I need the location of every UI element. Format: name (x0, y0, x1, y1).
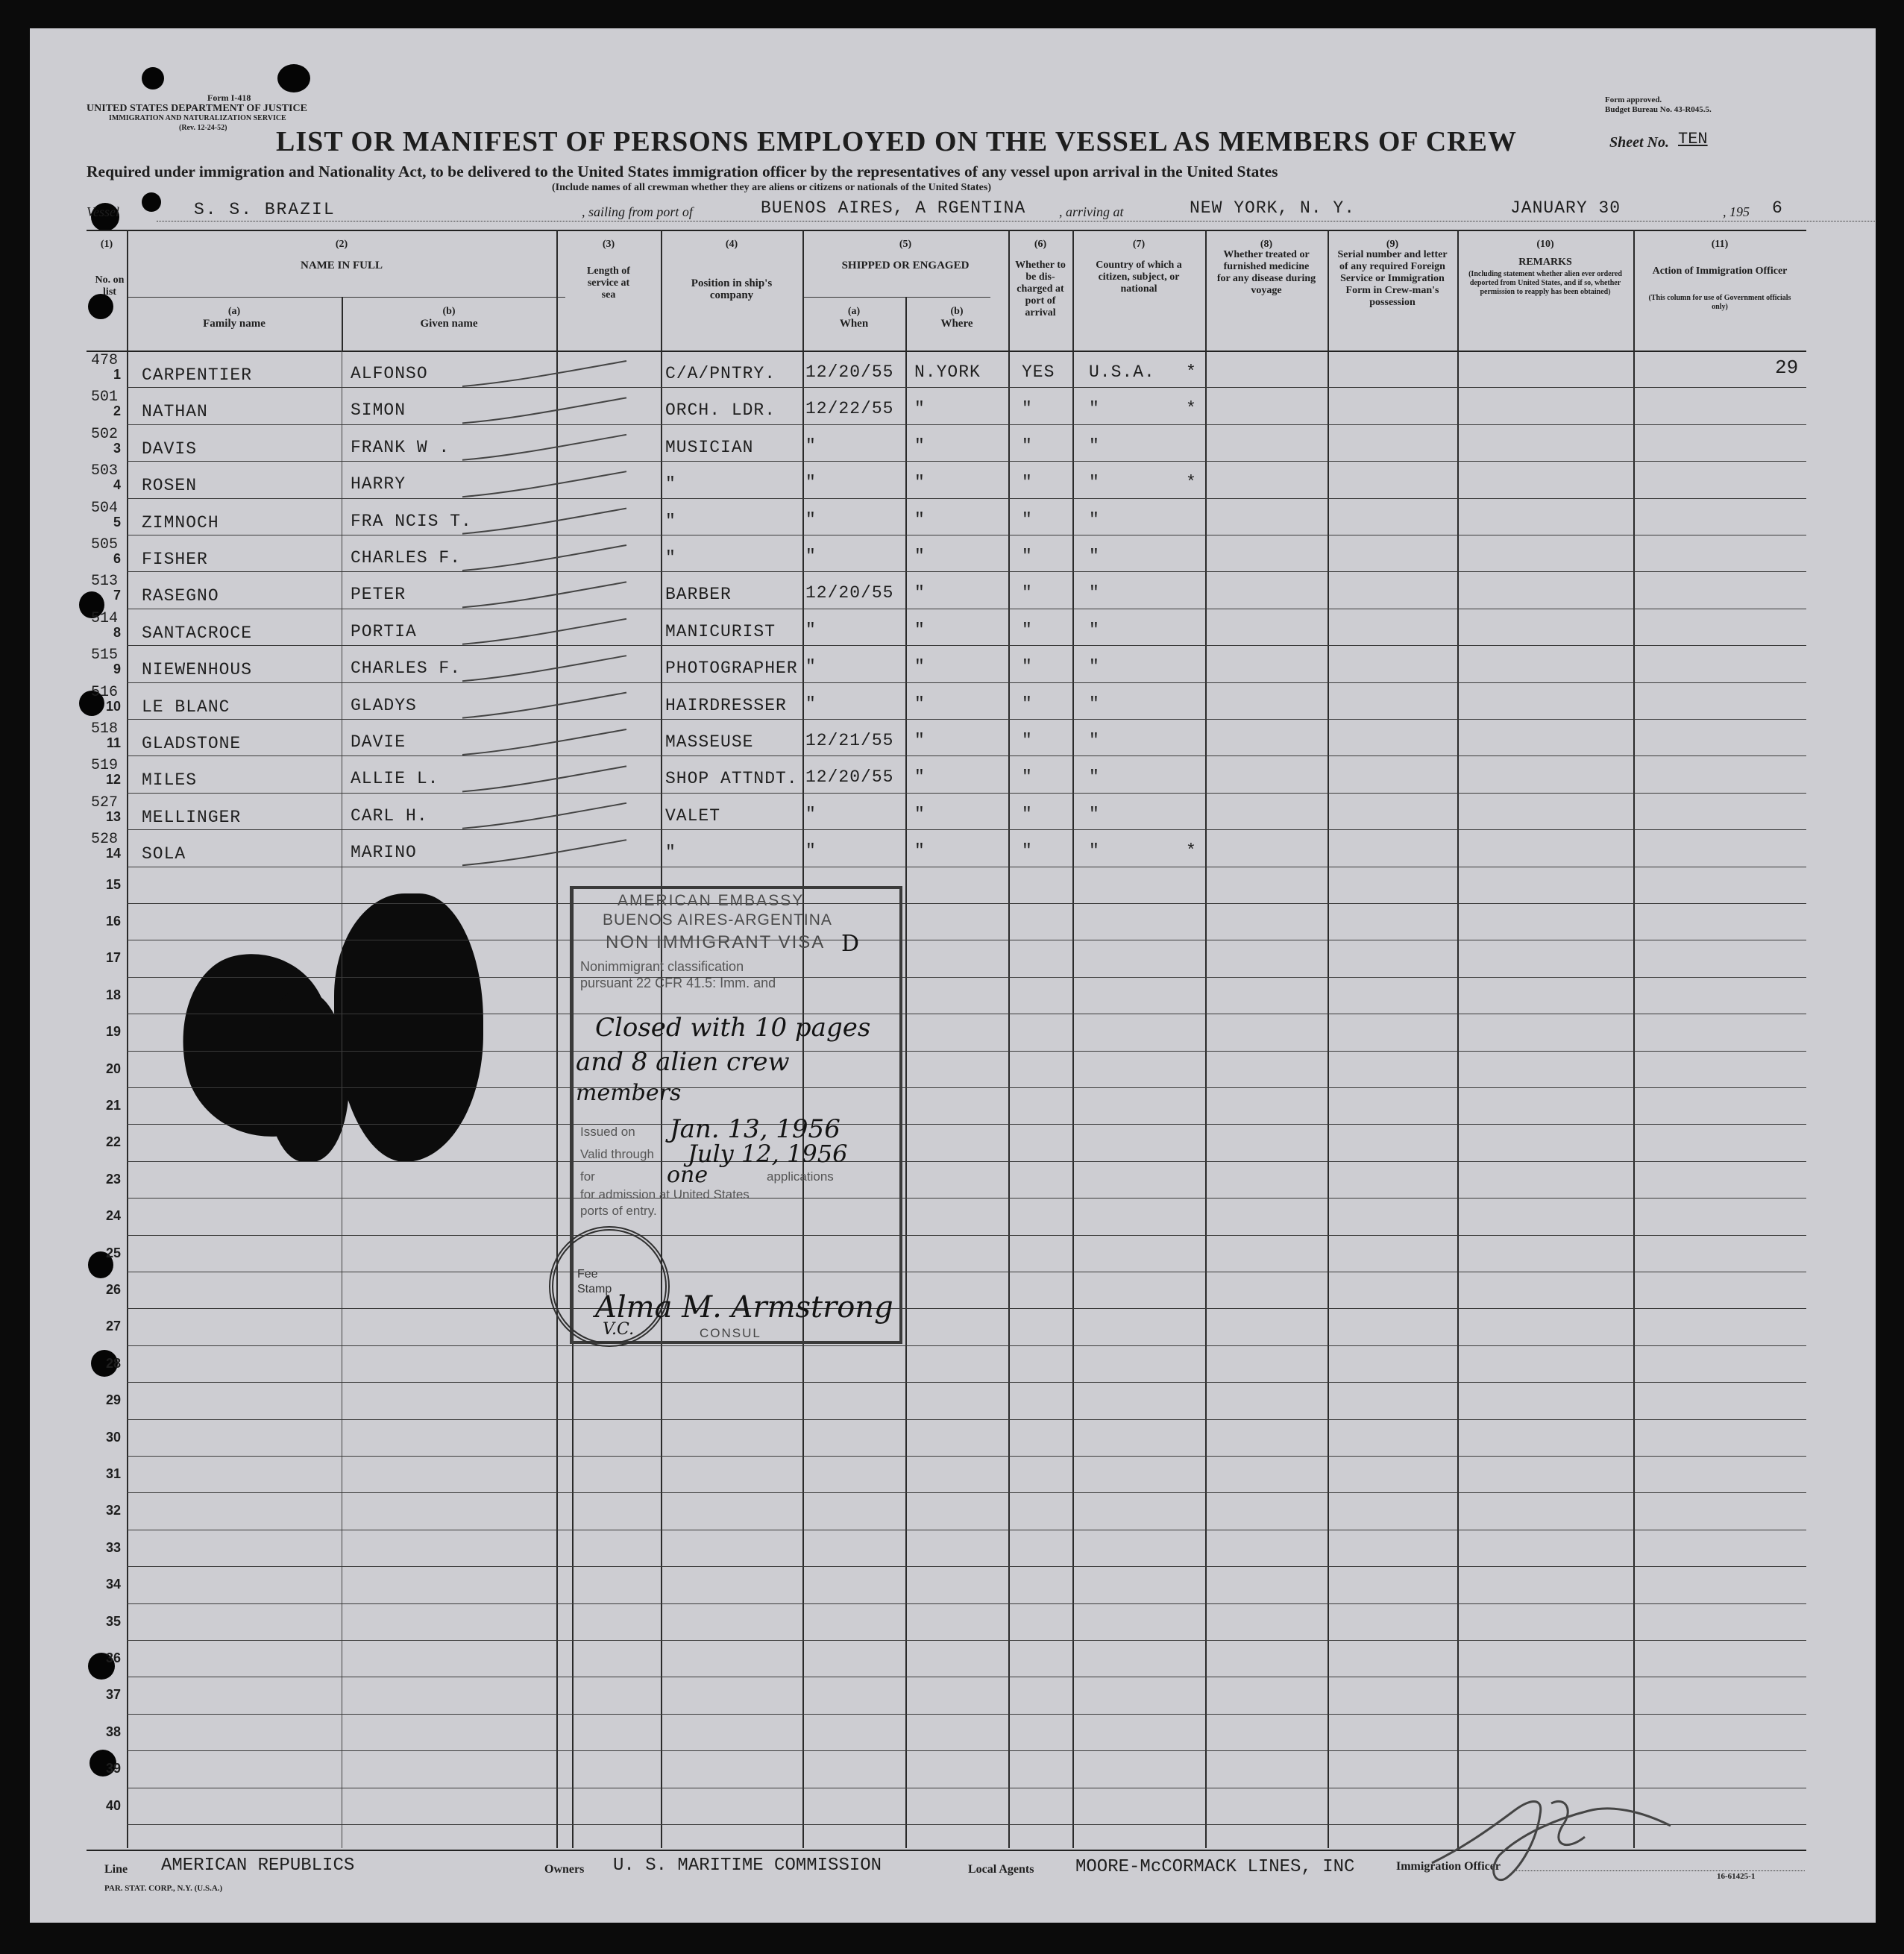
footer-line-value: AMERICAN REPUBLICS (161, 1856, 355, 1876)
pen-stroke (462, 398, 626, 423)
source-number: 513 (91, 573, 119, 591)
arriving-label: , arriving at (1059, 204, 1124, 219)
stamp-pursuant: pursuant 22 CFR 41.5: Imm. and (580, 976, 776, 990)
row-number: 28 (105, 1355, 121, 1371)
row-number: 29 (105, 1392, 121, 1408)
table-row (127, 755, 1806, 756)
discharged: " (1022, 657, 1033, 677)
family-name: LE BLANC (142, 697, 230, 717)
row-number: 19 (105, 1024, 121, 1040)
year-prefix: , 195 (1723, 204, 1750, 219)
stamp-embassy: AMERICAN EMBASSY (618, 892, 805, 909)
stamp-stamp-label: Stamp (577, 1283, 612, 1295)
shipped-where: " (914, 841, 926, 861)
action-note: 29 (1775, 356, 1799, 379)
sheet-value: TEN (1678, 130, 1708, 148)
country: " (1089, 547, 1100, 566)
col-11-label: Action of Immigration Officer (1652, 266, 1788, 277)
table-row (127, 645, 1806, 646)
row-number: 36 (105, 1650, 121, 1665)
row-number: 31 (105, 1466, 121, 1481)
position: C/A/PNTRY. (665, 364, 776, 383)
table-row (127, 1087, 1806, 1088)
given-name: HARRY (351, 474, 406, 494)
country: " (1089, 767, 1100, 788)
source-number: 504 (91, 499, 119, 517)
col-2a-label: Family name (203, 318, 266, 330)
discharged: " (1022, 694, 1033, 714)
source-number: 478 (91, 352, 119, 369)
row-number: 1 (113, 367, 121, 382)
stamp-admission: for admission at United States (580, 1187, 750, 1201)
footer-line-label: Line (104, 1863, 128, 1876)
stamp-for-value: one (667, 1162, 708, 1188)
shipped-when: " (805, 509, 817, 530)
table-row (127, 1345, 1806, 1346)
col-5a-label: When (839, 318, 869, 330)
stamp-classification: Nonimmigrant classification (580, 959, 744, 974)
stamp-consul: CONSUL (700, 1326, 761, 1340)
shipped-when: 12/20/55 (805, 583, 894, 603)
given-name: FRANK W . (351, 437, 450, 457)
service: IMMIGRATION AND NATURALIZATION SERVICE (109, 114, 286, 122)
col-9-num: (9) (1386, 239, 1399, 250)
col-4-label: Position in ship's company (691, 277, 773, 301)
pen-stroke (462, 766, 626, 791)
stamp-issued-label: Issued on (580, 1125, 635, 1139)
country: " (1089, 841, 1100, 861)
given-name: CHARLES F. (351, 659, 462, 679)
col-7-num: (7) (1132, 239, 1146, 250)
shipped-where: " (914, 620, 926, 640)
source-number: 518 (91, 720, 119, 738)
shipped-where: " (914, 804, 926, 824)
source-number: 503 (91, 462, 119, 480)
table-row (127, 1492, 1806, 1493)
table-row (127, 424, 1806, 425)
discharged: " (1022, 583, 1033, 603)
include-note: (Include names of all crewman whether they are aliens or citizens or nationals of the United States) (552, 182, 991, 193)
pen-stroke (462, 693, 626, 718)
row-number: 4 (113, 477, 121, 493)
col-10-sub: (Including statement whether alien ever ordered deported from United States, and if so, whether permission to reapply has been obtained) (1468, 270, 1622, 296)
given-name: PETER (351, 585, 406, 605)
family-name: DAVIS (142, 439, 198, 459)
pen-stroke (462, 582, 626, 607)
pen-stroke (462, 435, 626, 460)
row-number: 37 (105, 1687, 121, 1703)
table-row (127, 1235, 1806, 1236)
family-name: NIEWENHOUS (142, 660, 253, 680)
family-name: MELLINGER (142, 807, 242, 827)
country: " (1089, 694, 1100, 714)
shipped-when: " (805, 436, 817, 456)
country: U.S.A. (1089, 362, 1155, 382)
table-row (127, 682, 1806, 683)
discharged: " (1022, 804, 1033, 824)
table-row (127, 1382, 1806, 1383)
revision: (Rev. 12-24-52) (179, 124, 227, 132)
country: " (1089, 620, 1100, 640)
form-code: 16-61425-1 (1717, 1872, 1756, 1881)
pen-stroke (462, 545, 626, 571)
row-number: 23 (105, 1171, 121, 1187)
col-8-num: (8) (1260, 239, 1273, 250)
footer-officer-label: Immigration Officer (1396, 1860, 1501, 1873)
row-number: 11 (106, 735, 121, 750)
given-name: CHARLES F. (351, 548, 462, 568)
shipped-when: " (805, 620, 817, 640)
family-name: ZIMNOCH (142, 512, 219, 533)
year-suffix: 6 (1772, 198, 1782, 218)
row-number: 35 (105, 1613, 121, 1629)
position: " (665, 548, 676, 568)
table-row (127, 1051, 1806, 1052)
subtitle: Required under immigration and Nationality Act, to be delivered to the United States immigration officer by the representatives of any vessel upon arrival in the United States (87, 163, 1278, 180)
given-name: SIMON (351, 400, 406, 421)
table-row (127, 793, 1806, 794)
stamp-valid-date: July 12, 1956 (688, 1140, 848, 1168)
star-mark: * (1186, 473, 1197, 493)
pen-stroke (462, 619, 626, 644)
shipped-where: " (914, 731, 926, 750)
table-row (127, 719, 1806, 720)
given-name: MARINO (351, 843, 417, 863)
stamp-for-label: for (580, 1169, 595, 1184)
col-2b-num: (b) (442, 306, 456, 317)
position: " (665, 843, 676, 863)
family-name: MILES (142, 770, 198, 791)
col-5-label: SHIPPED OR ENGAGED (841, 260, 970, 271)
shipped-when: " (805, 841, 817, 861)
row-number: 16 (105, 914, 121, 929)
country: " (1089, 436, 1100, 456)
shipped-when: " (805, 657, 817, 677)
row-number: 34 (105, 1577, 121, 1592)
consul-signature: Alma M. Armstrong (595, 1290, 893, 1325)
row-number: 25 (105, 1245, 121, 1260)
col-6-num: (6) (1034, 239, 1047, 250)
row-number: 24 (105, 1208, 121, 1224)
col-3-label: Length of service at sea (587, 266, 630, 301)
visa-stamp (570, 886, 902, 1344)
row-number: 39 (105, 1761, 121, 1776)
position: " (665, 474, 676, 494)
shipped-when: " (805, 547, 817, 566)
table-row (127, 461, 1806, 462)
row-number: 32 (105, 1503, 121, 1518)
col-10-num: (10) (1536, 239, 1554, 250)
country: " (1089, 473, 1100, 493)
country: " (1089, 657, 1100, 677)
table-row (127, 571, 1806, 572)
pen-stroke (462, 509, 626, 534)
shipped-when: 12/20/55 (805, 362, 894, 382)
shipped-when: 12/21/55 (805, 731, 894, 750)
given-name: ALLIE L. (351, 769, 439, 789)
pen-stroke (462, 361, 626, 386)
discharged: " (1022, 436, 1033, 456)
vessel-label: Vessel (87, 204, 119, 219)
shipped-where: " (914, 694, 926, 714)
family-name: RASEGNO (142, 586, 219, 606)
row-number: 40 (105, 1797, 121, 1813)
row-number: 2 (113, 403, 121, 419)
row-number: 7 (113, 588, 121, 603)
footer-agents-label: Local Agents (968, 1863, 1034, 1876)
department: UNITED STATES DEPARTMENT OF JUSTICE (87, 103, 307, 114)
shipped-when: 12/22/55 (805, 399, 894, 419)
row-number: 15 (105, 876, 121, 892)
position: " (665, 511, 676, 531)
source-number: 501 (91, 389, 119, 406)
pen-stroke (462, 729, 626, 755)
source-number: 519 (91, 757, 119, 775)
stamp-handwriting-1: Closed with 10 pages (595, 1013, 871, 1043)
row-number: 26 (105, 1282, 121, 1297)
shipped-where: " (914, 399, 926, 419)
stamp-handwriting-2: and 8 alien crew (576, 1047, 790, 1077)
punch-hole (142, 192, 161, 212)
given-name: CARL H. (351, 805, 428, 826)
source-number: 505 (91, 536, 119, 553)
budget-bureau: Budget Bureau No. 43-R045.5. (1605, 105, 1712, 114)
stamp-valid-label: Valid through (580, 1147, 654, 1161)
pen-stroke (462, 840, 626, 865)
form-number: Form I-418 (207, 92, 251, 103)
source-number: 516 (91, 683, 119, 701)
row-number: 12 (105, 772, 121, 788)
shipped-where: " (914, 657, 926, 677)
discharged: " (1022, 473, 1033, 493)
page-title: LIST OR MANIFEST OF PERSONS EMPLOYED ON THE VESSEL AS MEMBERS OF CREW (276, 126, 1517, 157)
source-number: 528 (91, 831, 119, 849)
country: " (1089, 509, 1100, 530)
given-name: ALFONSO (351, 364, 428, 383)
row-number: 13 (105, 808, 121, 824)
row-number: 9 (113, 662, 121, 677)
shipped-where: " (914, 547, 926, 566)
star-mark: * (1186, 841, 1197, 861)
officer-signature (1417, 1781, 1685, 1893)
given-name: DAVIE (351, 732, 406, 752)
family-name: GLADSTONE (142, 734, 242, 753)
source-number: 514 (91, 609, 119, 627)
form-approved: Form approved. (1605, 95, 1662, 104)
punch-hole (142, 67, 164, 89)
shipped-where: " (914, 509, 926, 530)
shipped-where: " (914, 473, 926, 493)
manifest-sheet (30, 28, 1876, 1923)
printer: PAR. STAT. CORP., N.Y. (U.S.A.) (104, 1884, 223, 1893)
position: VALET (665, 805, 721, 826)
col-6-label: Whether to be dis-charged at port of arrival (1015, 260, 1066, 318)
table-row (127, 1714, 1806, 1715)
table-row (127, 1124, 1806, 1125)
table-row (127, 829, 1806, 830)
discharged: YES (1022, 362, 1055, 382)
col-4-num: (4) (725, 239, 738, 250)
pen-stroke (462, 471, 626, 497)
col-1-num: (1) (100, 239, 113, 250)
col-5a-num: (a) (847, 306, 861, 317)
row-number: 18 (105, 987, 121, 1002)
col-7-label: Country of which a citizen, subject, or national (1096, 260, 1182, 295)
col-5b-num: (b) (950, 306, 964, 317)
table-row (127, 1566, 1806, 1567)
country: " (1089, 399, 1100, 419)
row-number: 20 (105, 1061, 121, 1076)
stamp-fee-label: Fee (577, 1268, 598, 1281)
discharged: " (1022, 841, 1033, 861)
stamp-city: BUENOS AIRES-ARGENTINA (603, 911, 832, 929)
row-number: 33 (105, 1539, 121, 1555)
punch-hole (277, 64, 310, 92)
pen-strokes (447, 356, 686, 893)
source-number: 502 (91, 425, 119, 443)
country: " (1089, 731, 1100, 750)
position: MASSEUSE (665, 732, 754, 752)
country: " (1089, 583, 1100, 603)
discharged: " (1022, 399, 1033, 419)
stamp-handwriting-3: members (576, 1080, 682, 1106)
col-9-label: Serial number and letter of any required Foreign Service or Immigration Form in Crew-man's possession (1337, 249, 1448, 308)
family-name: CARPENTIER (142, 365, 253, 385)
position: HAIRDRESSER (665, 695, 787, 715)
col-10-label: REMARKS (1518, 257, 1572, 268)
given-name: GLADYS (351, 695, 417, 715)
port-from: BUENOS AIRES, A RGENTINA (761, 198, 1026, 218)
row-number: 5 (113, 514, 121, 530)
col-2a-num: (a) (227, 306, 241, 317)
row-number: 30 (105, 1429, 121, 1445)
position: MANICURIST (665, 621, 776, 641)
table-row (127, 1640, 1806, 1641)
footer-owners-value: U. S. MARITIME COMMISSION (613, 1856, 882, 1876)
shipped-where: " (914, 583, 926, 603)
col-3-num: (3) (602, 239, 615, 250)
col-2b-label: Given name (420, 318, 478, 330)
stamp-ports: ports of entry. (580, 1204, 657, 1218)
table-row (127, 977, 1806, 978)
shipped-when: " (805, 694, 817, 714)
shipped-where: " (914, 767, 926, 788)
family-name: SANTACROCE (142, 623, 253, 643)
table-row (127, 387, 1806, 388)
footer-agents-value: MOORE-McCORMACK LINES, INC (1075, 1857, 1355, 1877)
vessel-name: S. S. BRAZIL (194, 200, 336, 219)
arrival-date: JANUARY 30 (1510, 198, 1621, 218)
family-name: FISHER (142, 550, 208, 569)
col-11-num: (11) (1711, 239, 1729, 250)
stamp-vice: V.C. (603, 1320, 635, 1339)
shipped-where: N.YORK (914, 362, 981, 382)
family-name: SOLA (142, 844, 186, 864)
row-number: 38 (105, 1724, 121, 1739)
table-row (127, 1161, 1806, 1162)
country: " (1089, 804, 1100, 824)
stamp-visa-type: NON IMMIGRANT VISA (606, 932, 826, 952)
family-name: NATHAN (142, 402, 208, 422)
port-to: NEW YORK, N. Y. (1190, 198, 1356, 218)
col-5-num: (5) (899, 239, 912, 250)
star-mark: * (1186, 362, 1197, 382)
stamp-class-mark: D (841, 931, 860, 957)
col-5b-label: Where (940, 318, 973, 330)
pen-stroke (462, 803, 626, 829)
col-1-label: No. on list (95, 274, 125, 298)
discharged: " (1022, 731, 1033, 750)
stamp-issued-date: Jan. 13, 1956 (670, 1114, 841, 1144)
row-number: 22 (105, 1134, 121, 1150)
position: ORCH. LDR. (665, 400, 776, 421)
source-number: 527 (91, 794, 119, 811)
row-number: 27 (105, 1319, 121, 1334)
table-row (127, 1419, 1806, 1420)
row-number: 14 (105, 846, 121, 861)
discharged: " (1022, 620, 1033, 640)
stamp-applications: applications (767, 1169, 834, 1184)
table-row (127, 1198, 1806, 1199)
table-row (127, 498, 1806, 499)
col-2-label: NAME IN FULL (300, 260, 383, 271)
row-number: 6 (113, 551, 121, 566)
given-name: PORTIA (351, 621, 417, 641)
position: BARBER (665, 585, 732, 605)
star-mark: * (1186, 399, 1197, 419)
sheet-label: Sheet No. (1609, 134, 1669, 151)
col-2-num: (2) (335, 239, 348, 250)
row-number: 8 (113, 624, 121, 640)
discharged: " (1022, 767, 1033, 788)
table-row (127, 1308, 1806, 1309)
source-number: 515 (91, 647, 119, 665)
table-row (127, 903, 1806, 904)
row-number: 21 (105, 1098, 121, 1113)
table-row (127, 1750, 1806, 1751)
position: MUSICIAN (665, 437, 754, 457)
row-number: 3 (113, 440, 121, 456)
footer-owners-label: Owners (544, 1863, 585, 1876)
col-11-sub: (This column for use of Government officials only) (1648, 294, 1791, 311)
discharged: " (1022, 509, 1033, 530)
shipped-when: " (805, 473, 817, 493)
col-8-label: Whether treated or furnished medicine for any disease during voyage (1216, 249, 1316, 296)
position: PHOTOGRAPHER (665, 659, 798, 679)
shipped-when: 12/20/55 (805, 767, 894, 788)
table-row (127, 1603, 1806, 1604)
discharged: " (1022, 547, 1033, 566)
table-row (127, 1456, 1806, 1457)
row-number: 10 (105, 698, 121, 714)
shipped-where: " (914, 436, 926, 456)
pen-stroke (462, 656, 626, 681)
sailing-label: , sailing from port of (582, 204, 693, 219)
ink-blot (334, 893, 483, 1162)
family-name: ROSEN (142, 476, 198, 496)
row-number: 17 (105, 950, 121, 966)
position: SHOP ATTNDT. (665, 769, 798, 789)
given-name: FRA NCIS T. (351, 511, 472, 531)
shipped-when: " (805, 804, 817, 824)
